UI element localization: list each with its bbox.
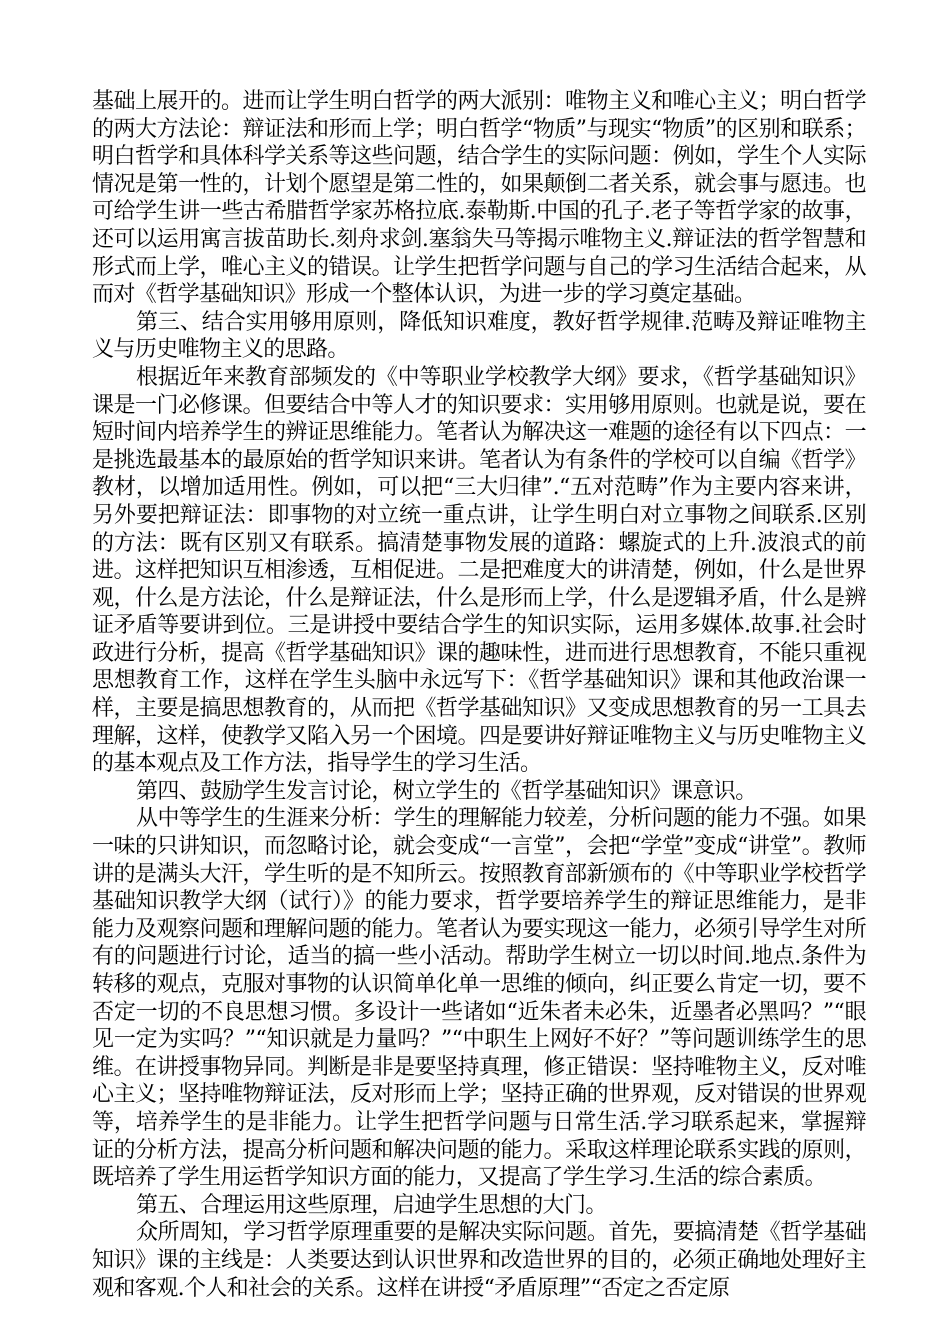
section-heading-third: 第三、结合实用够用原则，降低知识难度，教好哲学规律.范畴及辩证唯物主义与历史唯物主义的思路。 (92, 309, 866, 363)
section-heading-fourth: 第四、鼓励学生发言讨论，树立学生的《哲学基础知识》课意识。 (136, 778, 757, 804)
section-heading-fifth: 第五、合理运用这些原理，启迪学生思想的大门。 (136, 1192, 607, 1218)
document-page (92, 88, 866, 1302)
paragraph-continued-body: 基础上展开的。进而让学生明白哲学的两大派别：唯物主义和唯心主义；明白哲学的两大方法论：辩证法和形而上学；明白哲学“物质”与现实“物质”的区别和联系；明白哲学和具体科学关系等这些问题，结合学生的实际问题：例如，学生个人实际情况是第一性的，计划个愿望是第二性的，如果颠倒二者关系，就会事与愿违。也可给学生讲一些古希腊哲学家苏格拉底.泰勒斯.中国的孔子.老子等哲学家的故事，还可以运用寓言拔苗助长.刻舟求剑.塞翁失马等揭示唯物主义.辩证法的哲学智慧和形式而上学，唯心主义的错误。让学生把哲学问题与自己的学习生活结合起来，从而对《哲学基础知识》形成一个整体认识，为进一步的学习奠定基础。 (92, 89, 866, 308)
paragraph-fourth-body: 从中等学生的生涯来分析：学生的理解能力较差，分析问题的能力不强。如果一味的只讲知识，而忽略讨论，就会变成“一言堂”，会把“学堂”变成“讲堂”。教师讲的是满头大汗，学生听的是不知所云。按照教育部新颁布的《中等职业学校哲学基础知识教学大纲（试行）》的能力要求，哲学要培养学生的辩证思维能力，是非能力及观察问题和理解问题的能力。笔者认为要实现这一能力，必须引导学生对所有的问题进行讨论，适当的搞一些小活动。帮助学生树立一切以时间.地点.条件为转移的观点，克服对事物的认识简单化单一思维的倾向，纠正要么肯定一切，要不否定一切的不良思想习惯。多设计一些诸如“近朱者未必朱，近墨者必黑吗？”“眼见一定为实吗？”“知识就是力量吗？”“中职生上网好不好？”等问题训练学生的思维。在讲授事物异同。判断是非是要坚持真理，修正错误：坚持唯物主义，反对唯心主义；坚持唯物辩证法，反对形而上学；坚持正确的世界观，反对错误的世界观等，培养学生的是非能力。让学生把哲学问题与日常生活.学习联系起来，掌握辩证的分析方法，提高分析问题和解决问题的能力。采取这样理论联系实践的原则，既培养了学生用运哲学知识方面的能力，又提高了学生学习.生活的综合素质。 (92, 806, 866, 1191)
paragraph-fifth-body: 众所周知，学习哲学原理重要的是解决实际问题。首先，要搞清楚《哲学基础知识》课的主线是：人类要达到认识世界和改造世界的目的，必须正确地处理好主观和客观.个人和社会的关系。这样在讲授“矛盾原理”“否定之否定原 (92, 1220, 866, 1301)
paragraph-third-body: 根据近年来教育部频发的《中等职业学校教学大纲》要求，《哲学基础知识》课是一门必修课。但要结合中等人才的知识要求：实用够用原则。也就是说，要在短时间内培养学生的辨证思维能力。笔者认为解决这一难题的途径有以下四点：一是挑选最基本的最原始的哲学知识来讲。笔者认为有条件的学校可以自编《哲学》教材，以增加适用性。例如，可以把“三大归律”.“五对范畴”作为主要内容来讲，另外要把辩证法：即事物的对立统一重点讲，让学生明白对立事物之间联系.区别的方法：既有区别又有联系。搞清楚事物发展的道路：螺旋式的上升.波浪式的前进。这样把知识互相渗透，互相促进。二是把难度大的讲清楚，例如，什么是世界观，什么是方法论，什么是辩证法，什么是形而上学，什么是逻辑矛盾，什么是辨证矛盾等要讲到位。三是讲授中要结合学生的知识实际，运用多媒体.故事.社会时政进行分析，提高《哲学基础知识》课的趣味性，进而进行思想教育，不能只重视思想教育工作，这样在学生头脑中永远写下：《哲学基础知识》课和其他政治课一样，主要是搞思想教育的，从而把《哲学基础知识》又变成思想教育的另一工具去理解，这样，使教学又陷入另一个困境。四是要讲好辩证唯物主义与历史唯物主义的基本观点及工作方法，指导学生的学习生活。 (92, 364, 866, 777)
